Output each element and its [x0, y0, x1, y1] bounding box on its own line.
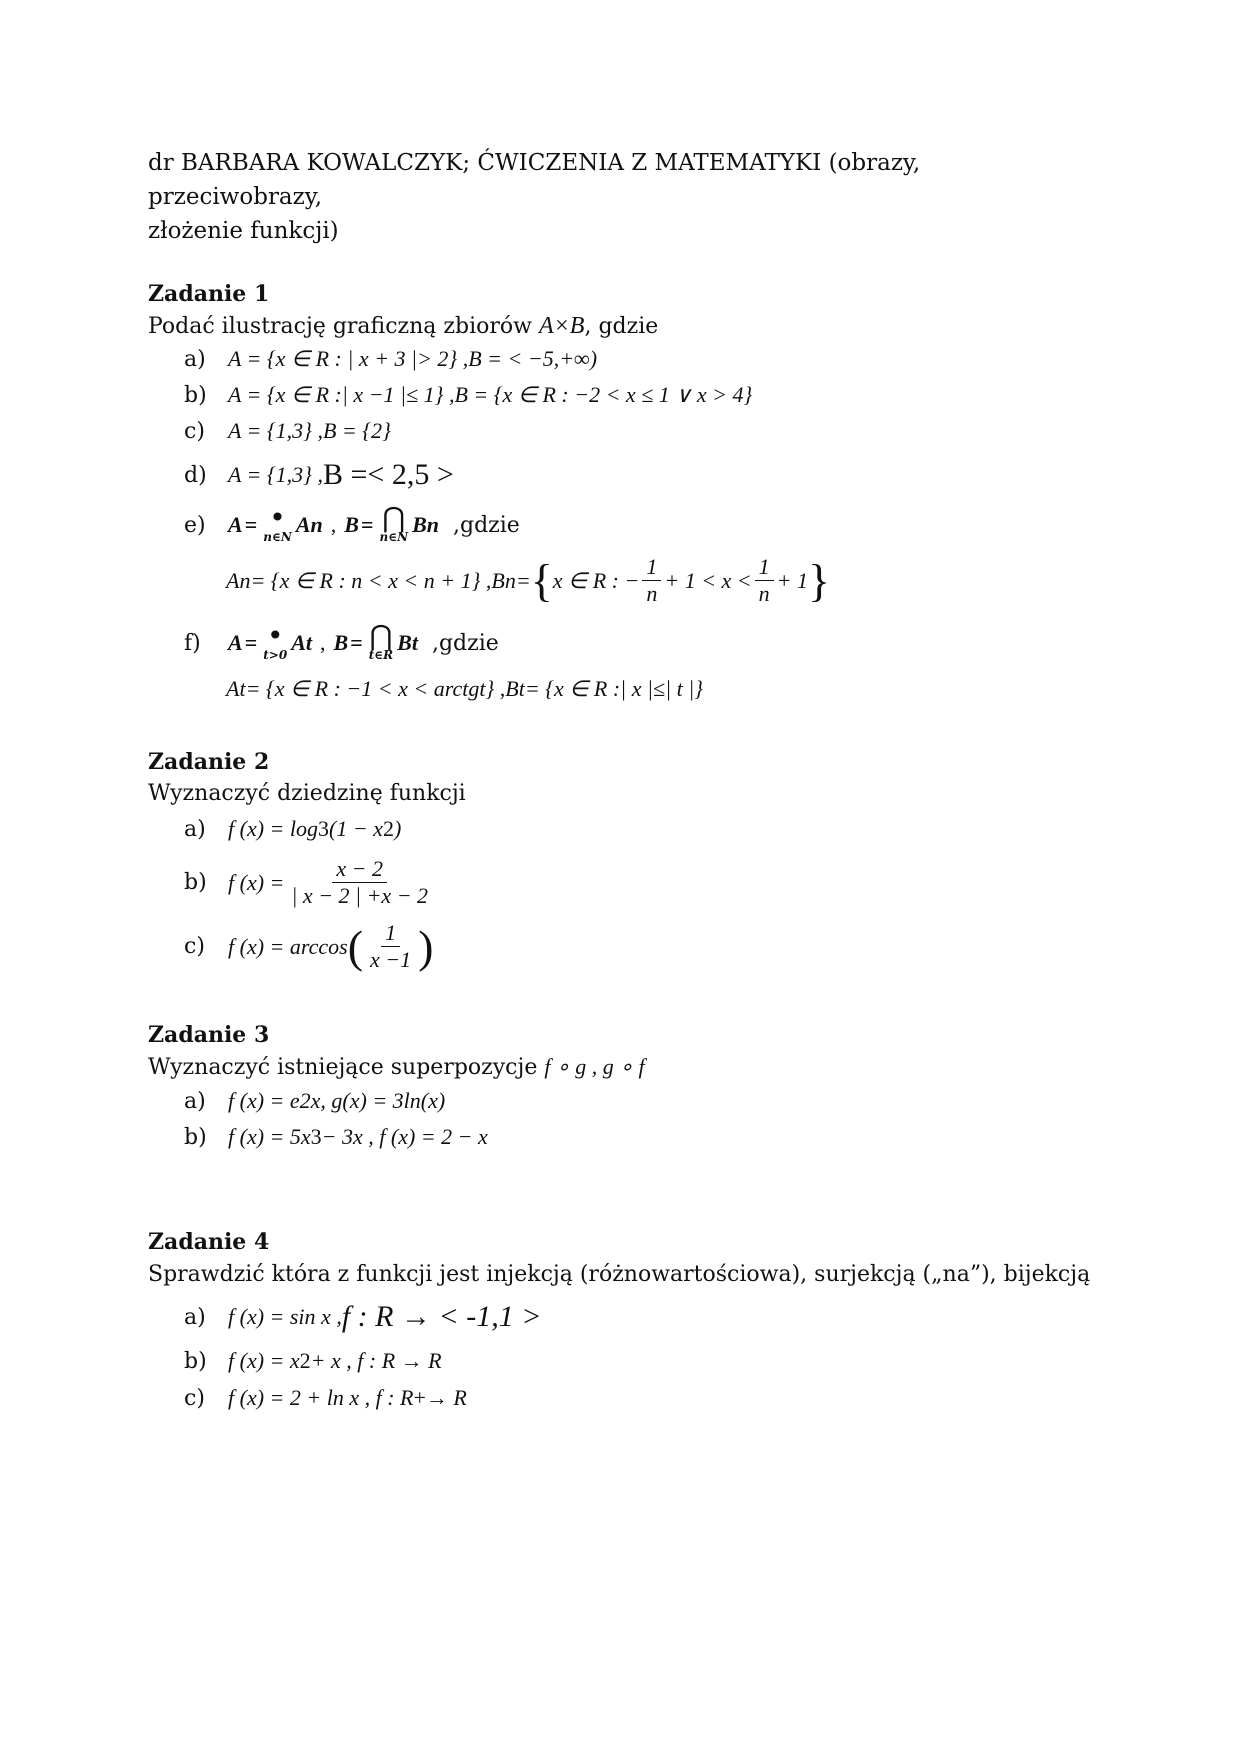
fraction-b: $\frac{x - 2}{| x - 2 | +x - 2}$: [291, 856, 429, 908]
z1-item-f: f) A = • t>0 A t , B = ⋂ t∈R B t ,gdzie: [184, 619, 499, 662]
fraction-one-over-n-2: $\frac{1}{n}$: [755, 554, 774, 607]
header-line-2: złożenie funkcji): [148, 218, 339, 244]
z1-title: Zadanie 1: [148, 281, 270, 307]
header-line-1: dr BARBARA KOWALCZYK; ĆWICZENIA Z MATEMATYKI (obrazy, przeciwobrazy,: [148, 150, 921, 210]
z3-instruction: Wyznaczyć istniejące superpozycje f ∘ g , g ∘ f: [148, 1054, 645, 1080]
z1-item-f-definitions: A t = {x ∈ R : −1 < x < arctgt} , B t = {x ∈ R :| x |≤| t |}: [226, 676, 704, 701]
intersection-operator-f: ⋂ t∈R: [368, 619, 394, 662]
z4-item-c: c) f (x) = 2 + ln x , f : R + → R: [184, 1385, 467, 1411]
z1-item-a: a) A = {x ∈ R : | x + 3 |> 2} , B = < −5,+∞): [184, 346, 598, 372]
union-operator: • n∈N: [263, 501, 292, 544]
z2-title: Zadanie 2: [148, 749, 270, 775]
z1-item-c: c) A = {1,3} , B = {2}: [184, 418, 391, 444]
z2-item-a: a) f (x) = log 3 (1 − x 2 ): [184, 816, 402, 842]
z1-item-e-definitions: A n = {x ∈ R : n < x < n + 1} , B n = { x ∈ R : − $\frac{1}{n}$ + 1 < x < $\frac{1}{n}$ + 1 }: [226, 554, 831, 606]
z3-title: Zadanie 3: [148, 1022, 270, 1048]
document-header: [148, 146, 1098, 248]
z2-item-c: c) f (x) = arccos ( $\frac{1}{x -1}$ ): [184, 920, 434, 972]
z4-title: Zadanie 4: [148, 1229, 270, 1255]
z2-instruction: Wyznaczyć dziedzinę funkcji: [148, 781, 466, 806]
z2-item-b: b) f (x) = $\frac{x - 2}{| x - 2 | +x - 2}$: [184, 856, 435, 909]
z4-instruction: Sprawdzić która z funkcji jest injekcją (różnowartościowa), surjekcją („na”), bijekcją: [148, 1262, 1091, 1287]
z1-item-e: e) A = • n∈N A n , B = ⋂ n∈N B n ,gdzie: [184, 501, 520, 544]
z4-item-b: b) f (x) = x 2 + x , f : R → R: [184, 1348, 442, 1374]
z3-item-b: b) f (x) = 5x 3 − 3x , f (x) = 2 − x: [184, 1124, 488, 1150]
z1-item-d: d) A = {1,3} , B =< 2,5 >: [184, 458, 454, 491]
z1-item-b: b) A = {x ∈ R :| x −1 |≤ 1} , B = {x ∈ R : −2 < x ≤ 1 ∨ x > 4}: [184, 382, 753, 408]
z3-item-a: a) f (x) = e 2x , g(x) = 3ln(x): [184, 1088, 446, 1114]
z1-instruction: Podać ilustrację graficzną zbiorów A×B, gdzie: [148, 313, 659, 339]
intersection-operator: ⋂ n∈N: [379, 501, 409, 544]
z4-item-a: a) f (x) = sin x , f : R → < -1,1 >: [184, 1300, 542, 1333]
fraction-c: $\frac{1}{x -1}$: [370, 920, 412, 972]
fraction-one-over-n: $\frac{1}{n}$: [642, 554, 661, 607]
union-operator-f: • t>0: [263, 619, 288, 662]
